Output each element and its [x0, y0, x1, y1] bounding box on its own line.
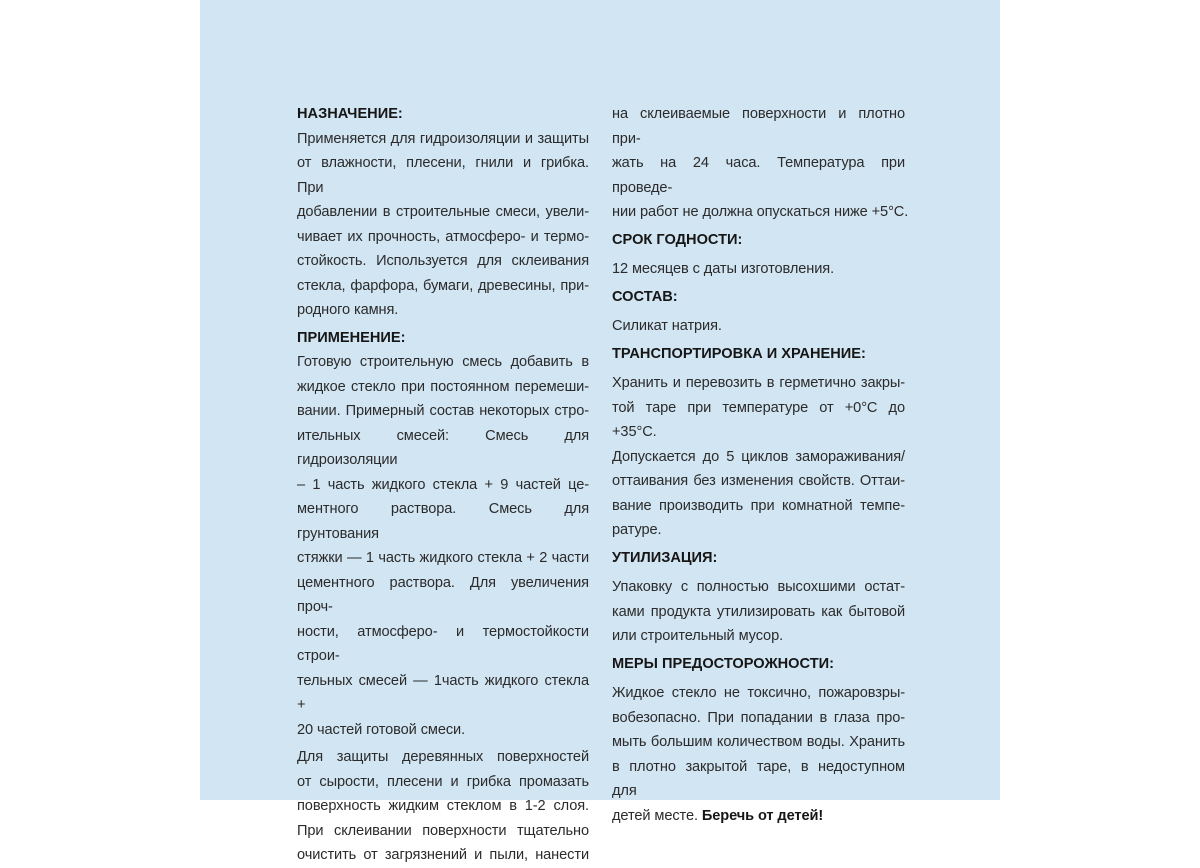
application-line: – 1 часть жидкого стекла + 9 частей це- [297, 476, 589, 493]
purpose-heading: НАЗНАЧЕНИЕ: [297, 106, 403, 122]
application-line: ительных смесей: Смесь для гидроизоляции [297, 427, 589, 468]
disposal-heading: УТИЛИЗАЦИЯ: [612, 549, 718, 566]
disposal-line: ками продукта утилизировать как бытовой [612, 603, 905, 620]
application-line: При склеивании поверхности тщательно [297, 822, 589, 839]
disposal-line: Упаковку с полностью высохшими остат- [612, 579, 905, 595]
purpose-line: стойкость. Используется для склеивания [297, 253, 589, 269]
purpose-line: от влажности, плесени, гнили и грибка. При [297, 155, 589, 196]
application-line: Для защиты деревянных поверхностей [297, 749, 589, 765]
application-line: 20 частей готовой смеси. [297, 721, 466, 738]
disposal-text [612, 575, 905, 649]
purpose-line: стекла, фарфора, бумаги, древесины, при- [297, 277, 589, 294]
application-text-2 [297, 745, 589, 868]
application-line: поверхность жидким стеклом в 1-2 слоя. [297, 798, 589, 814]
shelf-life-heading: СРОК ГОДНОСТИ: [612, 231, 743, 248]
application-line: стяжки — 1 часть жидкого стекла + 2 части [297, 550, 589, 566]
storage-line: ратуре. [612, 522, 662, 538]
shelf-life-text: 12 месяцев с даты изготовления. [612, 261, 835, 277]
application-text [297, 350, 589, 742]
application-line: ности, атмосферо- и термостойкости строи- [297, 623, 589, 664]
storage-text [612, 371, 905, 543]
storage-line: оттаивания без изменения свойств. Оттаи- [612, 473, 905, 489]
purpose-line: чивает их прочность, атмосферо- и термо- [297, 228, 589, 245]
precautions-line: вобезопасно. При попадании в глаза про- [612, 709, 905, 726]
application-continued-line: нии работ не должна опускаться ниже +5°С. [612, 204, 909, 220]
keep-from-children-warning: Беречь от детей! [701, 807, 824, 824]
application-continued-line: жать на 24 часа. Температура при проведе- [612, 155, 905, 196]
application-line: Готовую строительную смесь добавить в [297, 354, 589, 370]
application-line: жидкое стекло при постоянном перемеши- [297, 378, 589, 395]
application-line: очистить от загрязнений и пыли, нанести [297, 847, 589, 863]
precautions-last-prefix: детей месте. [612, 807, 702, 824]
left-column [297, 102, 589, 868]
precautions-heading: МЕРЫ ПРЕДОСТОРОЖНОСТИ: [612, 655, 834, 672]
purpose-line: родного камня. [297, 302, 399, 318]
storage-line: вание производить при комнатной темпе- [612, 497, 905, 514]
application-continued-line: на склеиваемые поверхности и плотно при- [612, 106, 905, 147]
storage-line: той таре при температуре от +0°С до +35°С. [612, 399, 905, 440]
composition-text: Силикат натрия. [612, 318, 722, 334]
application-line: тельных смесей — 1часть жидкого стекла + [297, 672, 589, 713]
composition-heading: СОСТАВ: [612, 288, 678, 305]
purpose-line: Применяется для гидроизоляции и защиты [297, 130, 589, 147]
application-line: цементного раствора. Для увеличения проч- [297, 574, 589, 615]
application-line: от сырости, плесени и грибка промазать [297, 773, 589, 790]
application-line: вании. Примерный состав некоторых стро- [297, 403, 589, 419]
precautions-line: в плотно закрытой таре, в недоступном для [612, 758, 905, 799]
precautions-last-line [612, 804, 905, 829]
storage-line: Допускается до 5 циклов замораживания/ [612, 448, 905, 465]
disposal-line: или строительный мусор. [612, 628, 784, 644]
precautions-line: мыть большим количеством воды. Хранить [612, 734, 905, 750]
application-heading: ПРИМЕНЕНИЕ: [297, 329, 406, 346]
purpose-text [297, 127, 589, 323]
right-column [612, 102, 909, 828]
purpose-line: добавлении в строительные смеси, увели- [297, 204, 589, 220]
storage-line: Хранить и перевозить в герметично закры- [612, 375, 905, 391]
application-continued-text [612, 102, 909, 225]
application-line: ментного раствора. Смесь для грунтования [297, 501, 589, 542]
precautions-line: Жидкое стекло не токсично, пожаровзры- [612, 685, 905, 701]
storage-heading: ТРАНСПОРТИРОВКА И ХРАНЕНИЕ: [612, 345, 866, 362]
precautions-text [612, 681, 905, 828]
